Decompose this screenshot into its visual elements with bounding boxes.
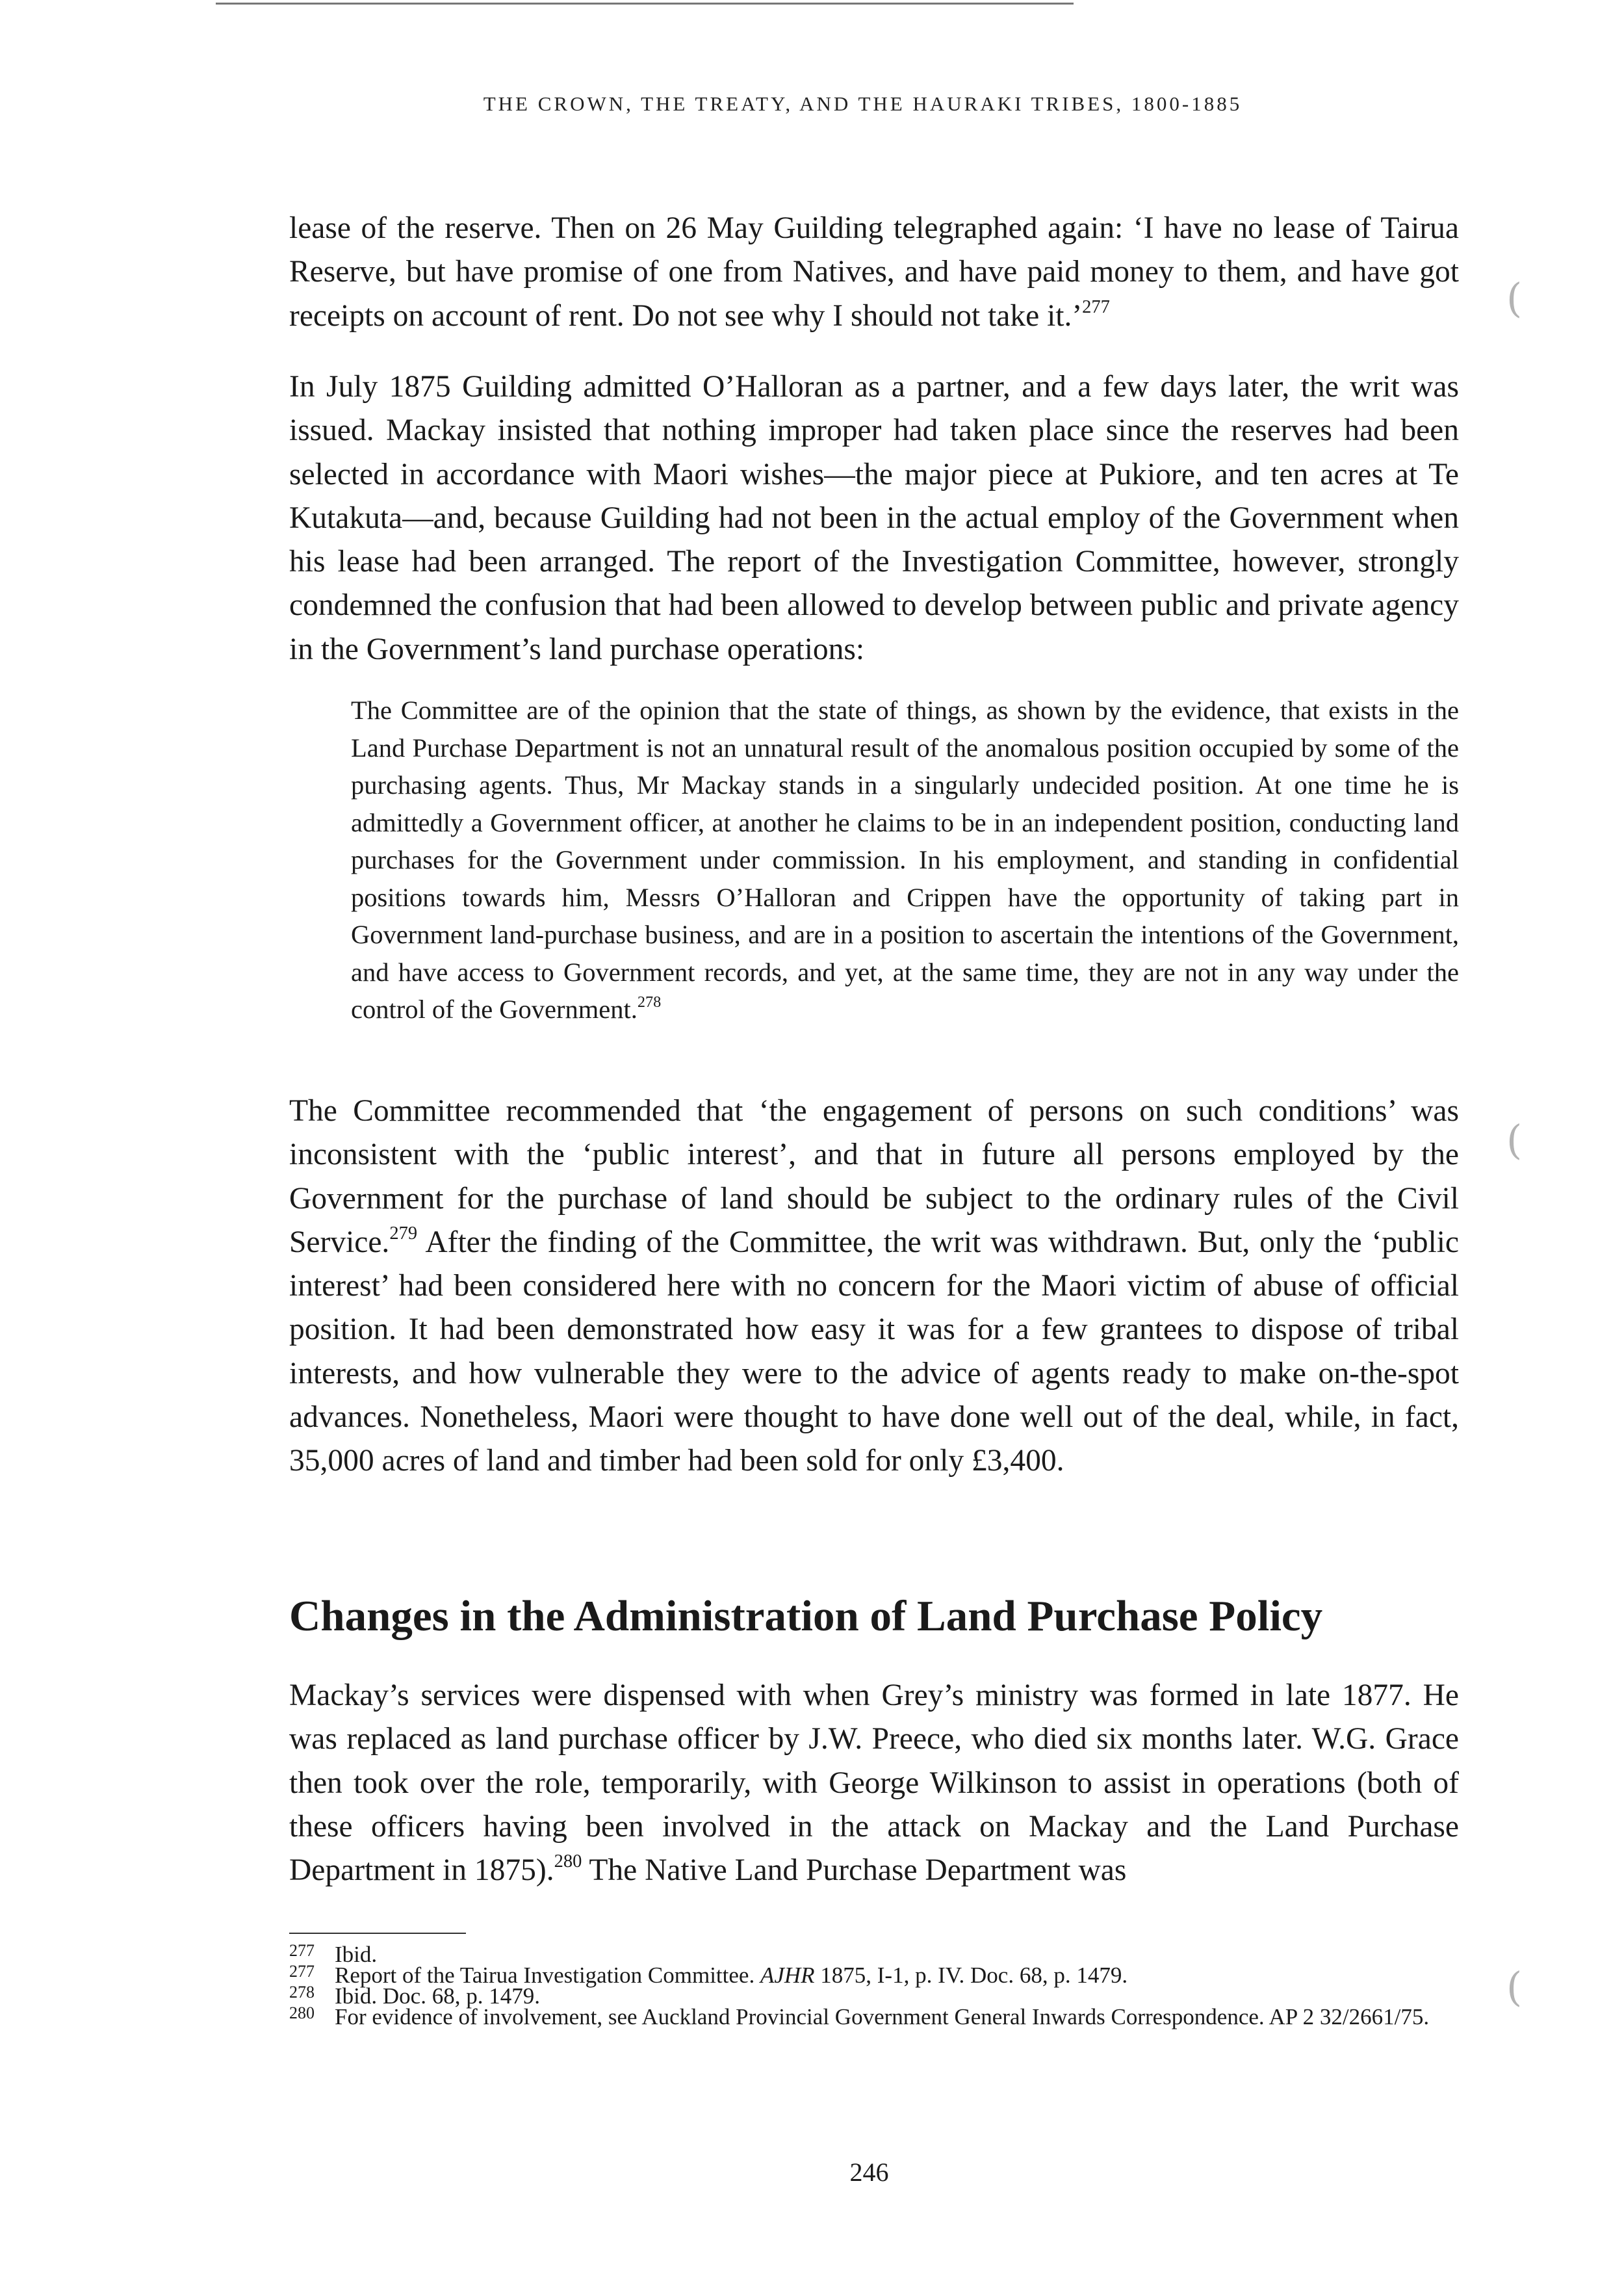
paragraph-3-text-b: After the finding of the Committee, the writ was withdrawn. But, only the ‘public interest’ had been considered here with no concern for the Maori victim of abuse of official position. It had been demonstrated how easy it was for a few grantees to dispose of tribal interests, and how vulnerable they were to the advice of agents ready to make on-the-spot advances. Nonetheless, Maori were thought to have done well out of the deal, while, in fact, 35,000 acres of land and timber had been sold for only £3,400. [289, 1225, 1459, 1478]
footnote-number: 277 [289, 1962, 315, 1981]
footnote-item [289, 1983, 1472, 2009]
footnote-ref-279[interactable]: 279 [389, 1223, 418, 1244]
section-heading: Changes in the Administration of Land Purchase Policy [289, 1592, 1323, 1640]
block-quote-text: The Committee are of the opinion that the state of things, as shown by the evidence, that exists in the Land Purchase Department is not an unnatural result of the anomalous position occupied by some of the purchasing agents. Thus, Mr Mackay stands in a singularly undecided position. At one time he is admittedly a Government officer, at another he claims to be in an independent position, conducting land purchases for the Government under commission. In his employment, and standing in confidential positions towards him, Messrs O’Halloran and Crippen have the opportunity of taking part in Government land-purchase business, and are in a position to ascertain the intentions of the Government, and have access to Government records, and yet, at the same time, they are not in any way under the control of the Government. [351, 696, 1459, 1024]
paragraph-4 [289, 1674, 1459, 1892]
footnote-text: 1875, I-1, p. IV. Doc. 68, p. 1479. [814, 1963, 1128, 1988]
footnote-rule [289, 1933, 466, 1934]
paragraph-3-text-a: The Committee recommended that ‘the engagement of persons on such conditions’ was inconsistent with the ‘public interest’, and that in future all persons employed by the Government for the purchase of land should be subject to the ordinary rules of the Civil Service. [289, 1094, 1459, 1259]
margin-bracket-mark: ( [1506, 274, 1523, 322]
footnote-ref-277[interactable]: 277 [1082, 296, 1110, 317]
footnote-source: AJHR [760, 1963, 815, 1988]
paragraph-1 [289, 207, 1459, 338]
paragraph-2-text: In July 1875 Guilding admitted O’Halloran as a partner, and a few days later, the writ was issued. Mackay insisted that nothing improper had taken place since the reserves had been selected in accordance with Maori wishes—the major piece at Pukiore, and ten acres at Te Kutakuta—and, because Guilding had not been in the actual employ of the Government when his lease had been arranged. The report of the Investigation Committee, however, strongly condemned the confusion that had been allowed to develop between public and private agency in the Government’s land purchase operations: [289, 370, 1459, 666]
footnote-number: 278 [289, 1983, 315, 2002]
footnote-number: 280 [289, 2003, 315, 2022]
paragraph-2 [289, 365, 1459, 672]
footnote-item [289, 1962, 1472, 1988]
footnote-ref-280[interactable]: 280 [554, 1851, 582, 1872]
footnote-text: For evidence of involvement, see Auckland Provincial Government General Inwards Correspondence. AP 2 32/2661/75. [335, 2004, 1430, 2029]
paragraph-4-text-a: Mackay’s services were dispensed with when Grey’s ministry was formed in late 1877. He was replaced as land purchase officer by J.W. Preece, who died six months later. W.G. Grace then took over the role, temporarily, with George Wilkinson to assist in operations (both of these officers having been involved in the attack on Mackay and the Land Purchase Department in 1875). [289, 1678, 1459, 1888]
footnote-item [289, 1941, 1472, 1967]
margin-bracket-mark: ( [1506, 1116, 1523, 1164]
margin-bracket-mark: ( [1506, 1963, 1523, 2011]
top-edge-rule [216, 3, 1074, 5]
footnote-text: Ibid. Doc. 68, p. 1479. [335, 1983, 540, 2009]
footnote-item [289, 2003, 1472, 2029]
footnote-text: Report of the Tairua Investigation Committee. [335, 1963, 760, 1988]
running-head: THE CROWN, THE TREATY, AND THE HAURAKI TRIBES, 1800-1885 [483, 92, 1243, 115]
paragraph-3 [289, 1089, 1459, 1483]
footnote-text: Ibid. [335, 1942, 378, 1967]
footnote-ref-278[interactable]: 278 [637, 993, 662, 1011]
block-quote [351, 692, 1459, 1028]
footnote-number: 277 [289, 1941, 315, 1960]
page-number: 246 [849, 2158, 889, 2187]
footnotes [289, 1941, 1472, 2029]
paragraph-4-text-b: The Native Land Purchase Department was [582, 1853, 1127, 1888]
paragraph-1-text: lease of the reserve. Then on 26 May Guilding telegraphed again: ‘I have no lease of Tairua Reserve, but have promise of one from Natives, and have paid money to them, and have got receipts on account of rent. Do not see why I should not take it.’ [289, 211, 1459, 333]
